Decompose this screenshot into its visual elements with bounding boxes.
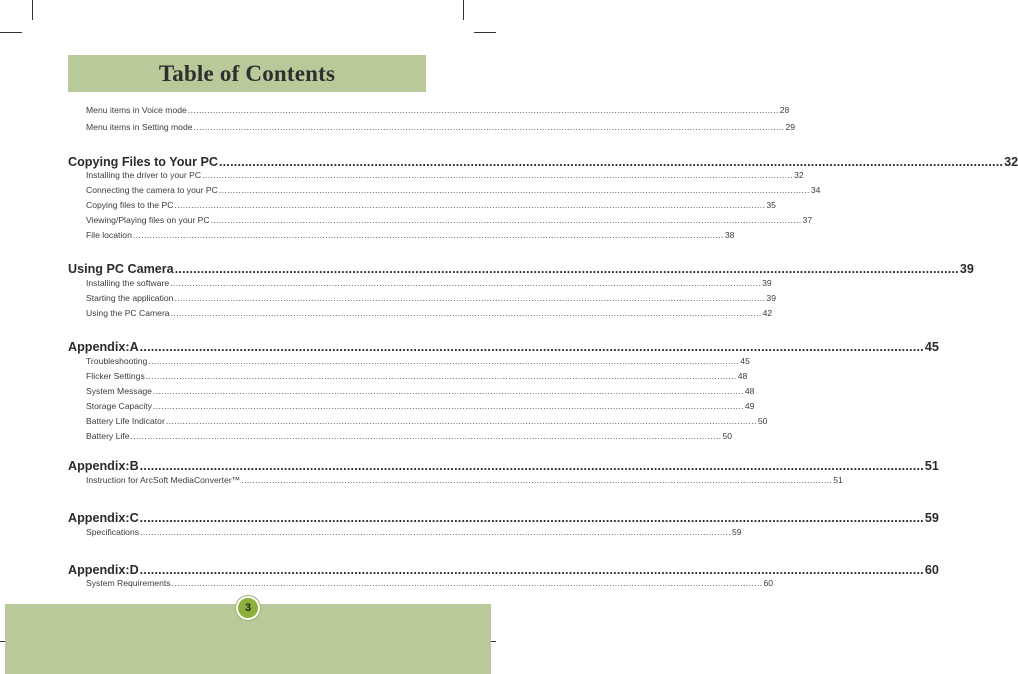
toc-entry-label: System Requirements (86, 578, 171, 588)
toc-entry-label: Installing the driver to your PC (86, 170, 202, 180)
toc-entry[interactable] (68, 308, 773, 318)
toc-page-number: 39 (959, 262, 974, 276)
toc-page-number: 59 (924, 511, 939, 525)
page-number-badge: 3 (236, 596, 260, 620)
dot-leader: .................................................................................................................................................................................................................... (152, 386, 744, 396)
toc-entry[interactable] (68, 475, 843, 485)
toc-section-heading[interactable] (68, 262, 974, 276)
toc-page-number: 39 (762, 278, 772, 288)
toc-entry[interactable] (68, 371, 748, 381)
toc-entry-label: Installing the software (86, 278, 170, 288)
toc-page-number: 35 (766, 200, 776, 210)
dot-leader: .................................................................................................................................................................................................................... (202, 170, 794, 180)
toc-entry-label: Copying Files to Your PC (68, 155, 218, 169)
toc-entry-label: Appendix:B (68, 459, 139, 473)
toc-section-heading[interactable] (68, 563, 939, 577)
toc-entry-label: Connecting the camera to your PC (86, 185, 218, 195)
toc-entry-label: Appendix:A (68, 340, 139, 354)
crop-mark (463, 0, 464, 20)
dot-leader: .................................................................................................................................................................................................................... (145, 371, 737, 381)
toc-entry[interactable] (68, 527, 742, 537)
dot-leader: .................................................................................................................................................................................................................... (170, 308, 762, 318)
toc-page-number: 50 (757, 416, 768, 426)
dot-leader: .................................................................................................................................................................................................................... (210, 215, 802, 225)
toc-entry-label: Specifications (86, 527, 140, 537)
toc-entry[interactable] (68, 578, 774, 588)
toc-page-number: 50 (722, 431, 733, 441)
crop-mark (474, 32, 496, 33)
dot-leader: .................................................................................................................................................................................................................... (140, 527, 732, 537)
toc-section-heading[interactable] (68, 511, 939, 525)
dot-leader: .................................................................................................................................................................................................................... (241, 475, 833, 485)
toc-entry-label: System Message (86, 386, 152, 396)
toc-entry-label: Appendix:C (68, 511, 139, 525)
toc-entry-label: Menu items in Setting mode (86, 122, 193, 132)
toc-page-number: 48 (737, 371, 748, 381)
dot-leader: .................................................................................................................................................................................................................... (139, 340, 924, 354)
toc-page-number: 59 (732, 527, 742, 537)
toc-section-heading[interactable] (68, 155, 1018, 169)
crop-mark (32, 0, 33, 20)
dot-leader: .................................................................................................................................................................................................................... (139, 563, 924, 577)
toc-page-number: 38 (724, 230, 735, 240)
toc-page-number: 49 (744, 401, 755, 411)
toc-entry-label: File location (86, 230, 132, 240)
toc-entry-label: Storage Capacity (86, 401, 152, 411)
dot-leader: .................................................................................................................................................................................................................... (218, 155, 1004, 169)
toc-section-heading[interactable] (68, 340, 939, 354)
dot-leader: .................................................................................................................................................................................................................... (165, 416, 757, 426)
dot-leader: .................................................................................................................................................................................................................... (130, 431, 722, 441)
dot-leader: .................................................................................................................................................................................................................... (218, 185, 810, 195)
toc-page-number: 37 (802, 215, 813, 225)
dot-leader: .................................................................................................................................................................................................................... (174, 293, 766, 303)
crop-mark (0, 32, 22, 33)
toc-page-number: 45 (740, 356, 750, 366)
toc-page-number: 45 (924, 340, 939, 354)
toc-entry[interactable] (68, 386, 755, 396)
dot-leader: .................................................................................................................................................................................................................... (174, 200, 766, 210)
toc-entry[interactable] (68, 200, 776, 210)
toc-page-number: 39 (766, 293, 776, 303)
toc-entry[interactable] (68, 230, 735, 240)
toc-page-number: 60 (763, 578, 774, 588)
toc-entry-label: Appendix:D (68, 563, 139, 577)
toc-entry-label: Menu items in Voice mode (86, 105, 187, 115)
toc-entry[interactable] (68, 105, 790, 115)
dot-leader: .................................................................................................................................................................................................................... (139, 511, 924, 525)
toc-section-heading[interactable] (68, 459, 939, 473)
dot-leader: .................................................................................................................................................................................................................... (139, 459, 924, 473)
toc-entry[interactable] (68, 401, 755, 411)
dot-leader: .................................................................................................................................................................................................................... (187, 105, 779, 115)
toc-entry-label: Instruction for ArcSoft MediaConverter™ (86, 475, 241, 485)
toc-entry[interactable] (68, 122, 796, 132)
toc-entry[interactable] (68, 185, 821, 195)
toc-page-number: 51 (924, 459, 939, 473)
toc-entry-label: Battery Life (86, 431, 130, 441)
dot-leader: .................................................................................................................................................................................................................... (148, 356, 740, 366)
dot-leader: .................................................................................................................................................................................................................... (171, 578, 763, 588)
toc-entry[interactable] (68, 215, 813, 225)
toc-entry[interactable] (68, 278, 772, 288)
dot-leader: .................................................................................................................................................................................................................... (132, 230, 724, 240)
title-band (68, 55, 426, 92)
toc-page-number: 28 (779, 105, 790, 115)
toc-entry-label: Using PC Camera (68, 262, 174, 276)
dot-leader: .................................................................................................................................................................................................................... (170, 278, 762, 288)
toc-entry[interactable] (68, 416, 768, 426)
toc-entry[interactable] (68, 293, 776, 303)
toc-page-number: 29 (785, 122, 796, 132)
toc-entry[interactable] (68, 431, 733, 441)
toc-entry-label: Battery Life Indicator (86, 416, 165, 426)
toc-page-number: 34 (810, 185, 821, 195)
toc-page-number: 42 (762, 308, 773, 318)
toc-page-number: 60 (924, 563, 939, 577)
toc-entry[interactable] (68, 170, 804, 180)
toc-entry-label: Starting the application (86, 293, 174, 303)
toc-page-number: 48 (744, 386, 755, 396)
dot-leader: .................................................................................................................................................................................................................... (193, 122, 785, 132)
dot-leader: .................................................................................................................................................................................................................... (152, 401, 744, 411)
page-title: Table of Contents (158, 60, 336, 86)
dot-leader: .................................................................................................................................................................................................................... (174, 262, 959, 276)
toc-page-number: 32 (794, 170, 804, 180)
toc-entry-label: Using the PC Camera (86, 308, 170, 318)
toc-page-number: 32 (1004, 155, 1018, 169)
toc-entry-label: Troubleshooting (86, 356, 148, 366)
toc-entry-label: Copying files to the PC (86, 200, 174, 210)
toc-entry[interactable] (68, 356, 750, 366)
toc-entry-label: Viewing/Playing files on your PC (86, 215, 210, 225)
toc-page-number: 51 (833, 475, 843, 485)
toc-entry-label: Flicker Settings (86, 371, 145, 381)
